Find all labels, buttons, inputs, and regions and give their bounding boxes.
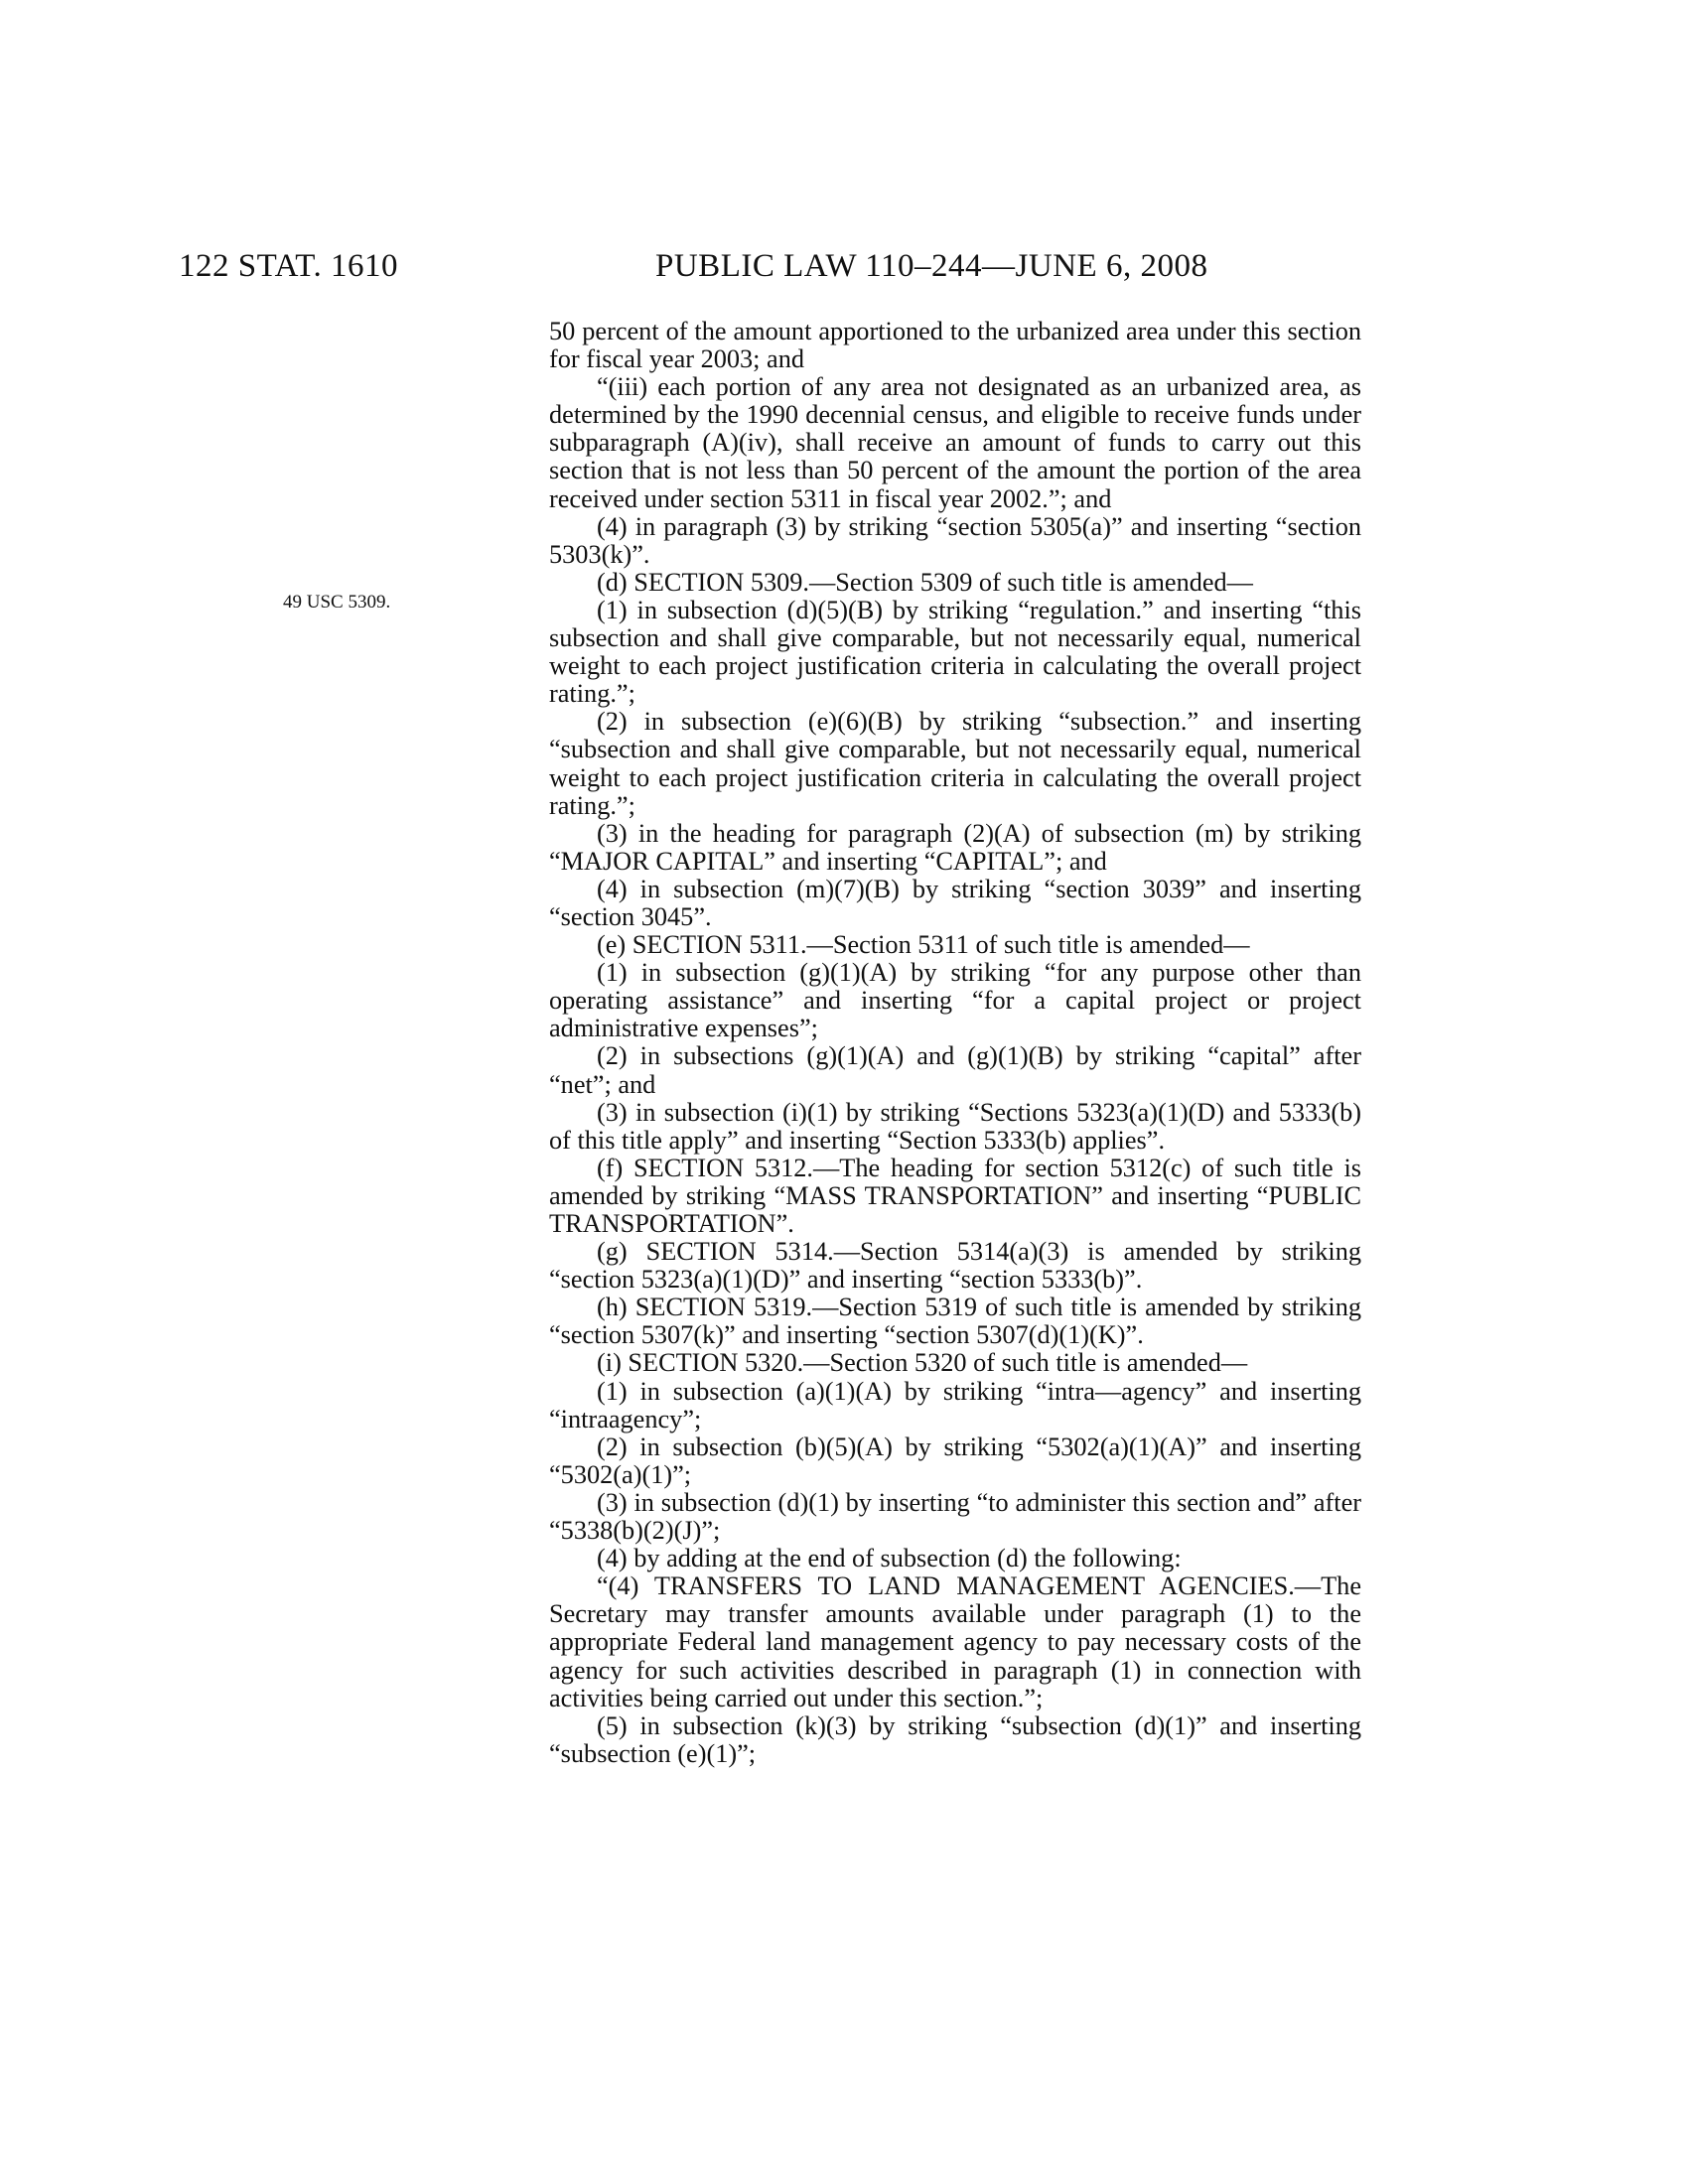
paragraph: (2) in subsection (b)(5)(A) by striking “5302(a)(1)(A)” and inserting “5302(a)(1)”;	[549, 1432, 1361, 1489]
section-paragraph: (f) SECTION 5312.—The heading for section 5312(c) of such title is amended by striking “MASS TRANSPORTATION” and inserting “PUBLIC TRANSPORTATION”.	[549, 1153, 1361, 1238]
paragraph: (3) in subsection (d)(1) by inserting “to administer this section and” after “5338(b)(2)(J)”;	[549, 1487, 1361, 1546]
paragraph: (3) in subsection (i)(1) by striking “Sections 5323(a)(1)(D) and 5333(b) of this title apply” and inserting “Section 5333(b) applies”.	[549, 1097, 1361, 1155]
paragraph: (1) in subsection (g)(1)(A) by striking “for any purpose other than operating assistance” and inserting “for a capital project or project administrative expenses”;	[549, 958, 1361, 1043]
margin-note: 49 USC 5309.	[283, 592, 391, 613]
running-title: PUBLIC LAW 110–244—JUNE 6, 2008	[655, 248, 1208, 284]
paragraph: (4) in paragraph (3) by striking “section 5305(a)” and inserting “section 5303(k)”.	[549, 511, 1361, 569]
paragraph: “(iii) each portion of any area not designated as an urbanized area, as determined by the 1990 decennial census, and eligible to receive funds under subparagraph (A)(iv), shall receive an amount of funds to carry out this section that is not less than 50 percent of the amount the portion of the area received under section 5311 in fiscal year 2002.”; and	[549, 372, 1361, 513]
paragraph: 50 percent of the amount apportioned to the urbanized area under this section for fiscal year 2003; and	[549, 317, 1361, 374]
paragraph: (5) in subsection (k)(3) by striking “subsection (d)(1)” and inserting “subsection (e)(1)”;	[549, 1710, 1361, 1768]
section-paragraph: (d) SECTION 5309.—Section 5309 of such title is amended—	[597, 567, 1253, 597]
section-paragraph: (e) SECTION 5311.—Section 5311 of such title is amended—	[597, 930, 1250, 960]
body-text	[549, 318, 1361, 1768]
paragraph: (2) in subsection (e)(6)(B) by striking “subsection.” and inserting “subsection and shall give comparable, but not necessarily equal, numerical weight to each project justification criteria in calculating the overall project rating.”;	[549, 707, 1361, 820]
section-paragraph: (h) SECTION 5319.—Section 5319 of such title is amended by striking “section 5307(k)” and inserting “section 5307(d)(1)(K)”.	[549, 1293, 1361, 1350]
page-header	[0, 248, 1688, 288]
paragraph: (4) by adding at the end of subsection (d) the following:	[597, 1544, 1182, 1573]
section-paragraph: (i) SECTION 5320.—Section 5320 of such title is amended—	[597, 1348, 1248, 1378]
paragraph: (3) in the heading for paragraph (2)(A) of subsection (m) by striking “MAJOR CAPITAL” and inserting “CAPITAL”; and	[549, 818, 1361, 876]
section-paragraph: (g) SECTION 5314.—Section 5314(a)(3) is amended by striking “section 5323(a)(1)(D)” and inserting “section 5333(b)”.	[549, 1237, 1361, 1295]
paragraph: (1) in subsection (d)(5)(B) by striking “regulation.” and inserting “this subsection and shall give comparable, but not necessarily equal, numerical weight to each project justification criteria in calculating the overall project rating.”;	[549, 595, 1361, 709]
paragraph: (4) in subsection (m)(7)(B) by striking “section 3039” and inserting “section 3045”.	[549, 874, 1361, 931]
paragraph: (2) in subsections (g)(1)(A) and (g)(1)(B) by striking “capital” after “net”; and	[549, 1041, 1361, 1099]
paragraph: (1) in subsection (a)(1)(A) by striking “intra—agency” and inserting “intraagency”;	[549, 1376, 1361, 1433]
paragraph: “(4) TRANSFERS TO LAND MANAGEMENT AGENCIES.—The Secretary may transfer amounts available under paragraph (1) to the appropriate Federal land management agency to pay necessary costs of the agency for such activities described in paragraph (1) in connection with activities being carried out under this section.”;	[549, 1571, 1361, 1712]
statute-page-reference: 122 STAT. 1610	[179, 248, 399, 284]
